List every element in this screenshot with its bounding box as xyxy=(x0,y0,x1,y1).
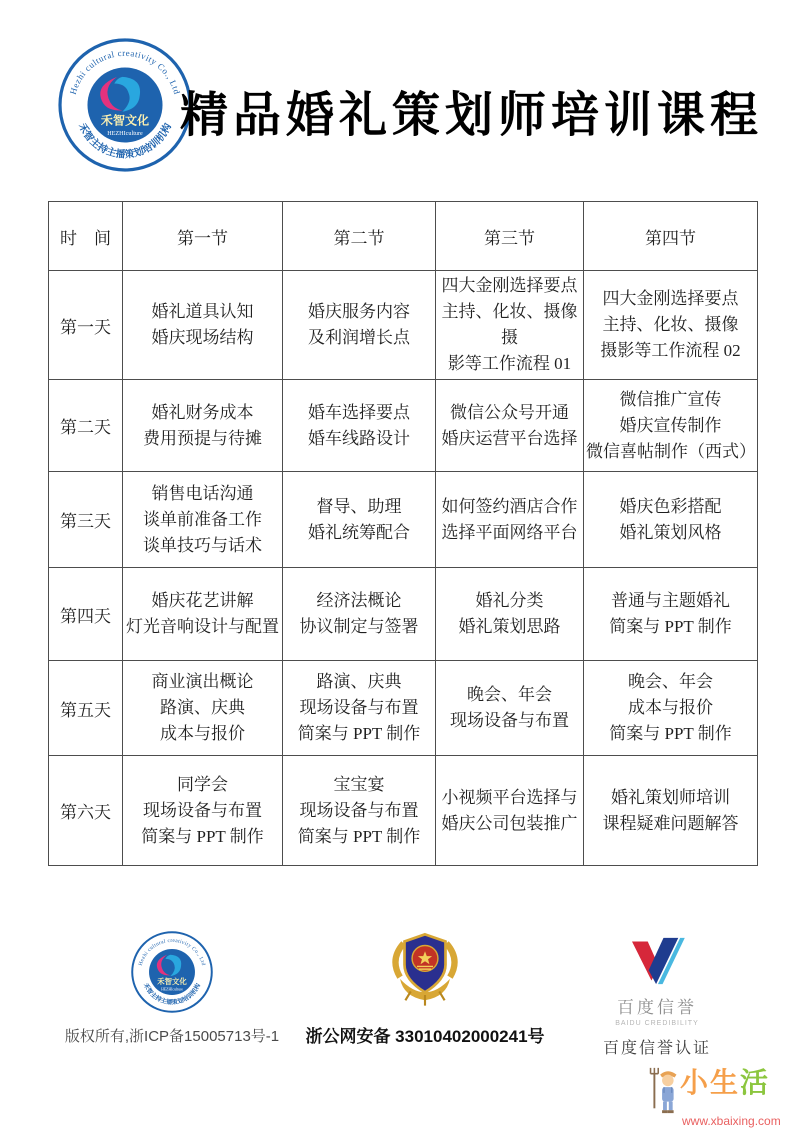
cell-line: 选择平面网络平台 xyxy=(441,522,578,542)
table-cell xyxy=(584,472,758,568)
police-badge-icon xyxy=(387,929,463,1011)
cell-line: 督导、助理 xyxy=(316,496,402,516)
cell-line: 现场设备与布置 xyxy=(143,800,262,820)
cell-line: 经济法概论 xyxy=(316,591,402,610)
cell-line: 主持、化妆、摄像摄 xyxy=(441,302,578,347)
cell-line: 婚礼财务成本 xyxy=(151,402,254,422)
cell-line: 简案与 PPT 制作 xyxy=(297,724,421,743)
cell-line: 简案与 PPT 制作 xyxy=(609,724,732,743)
cell-line: 婚礼统筹配合 xyxy=(308,522,410,542)
cell-line: 协议制定与签署 xyxy=(299,617,419,636)
cell-line: 简案与 PPT 制作 xyxy=(609,617,732,636)
cell-line: 婚礼策划风格 xyxy=(619,522,722,542)
column-header-section2: 第二节 xyxy=(283,202,436,271)
table-cell xyxy=(123,568,283,661)
cell-line: 婚礼道具认知 xyxy=(151,302,254,321)
cell-line: 婚庆公司包装推广 xyxy=(441,813,578,833)
cell-line: 销售电话沟通 xyxy=(151,483,254,503)
farmer-mascot-icon xyxy=(648,1066,680,1116)
cell-line: 微信公众号开通 xyxy=(450,402,569,422)
table-cell xyxy=(283,271,436,380)
cell-line: 晚会、年会 xyxy=(467,685,552,704)
cell-line: 婚车线路设计 xyxy=(308,428,410,448)
table-cell xyxy=(584,271,758,380)
watermark-url-text: www.xbaixing.com xyxy=(682,1114,781,1128)
police-registration-text: 浙公网安备 33010402000241号 xyxy=(305,1027,545,1046)
table-cell xyxy=(436,568,584,661)
cell-line: 成本与报价 xyxy=(160,724,245,743)
cell-line: 现场设备与布置 xyxy=(450,711,569,730)
cell-line: 婚庆运营平台选择 xyxy=(441,428,578,448)
table-cell xyxy=(436,380,584,472)
cell-line: 主持、化妆、摄像 xyxy=(602,315,739,334)
cell-line: 商业演出概论 xyxy=(151,672,254,691)
day-cell: 第五天 xyxy=(49,661,123,756)
cell-line: 四大金刚选择要点 xyxy=(441,276,578,295)
cell-line: 简案与 PPT 制作 xyxy=(297,826,421,846)
cell-line: 谈单技巧与话术 xyxy=(143,535,262,555)
cell-line: 微信推广宣传 xyxy=(619,389,722,409)
table-cell xyxy=(123,380,283,472)
hezhi-company-badge-icon xyxy=(58,38,192,172)
table-cell xyxy=(283,380,436,472)
cell-line: 婚庆现场结构 xyxy=(151,328,254,347)
table-row-day2 xyxy=(49,380,758,472)
cell-line: 宝宝宴 xyxy=(333,774,385,794)
cell-line: 费用预提与待摊 xyxy=(143,428,262,448)
cell-line: 普通与主题婚礼 xyxy=(611,591,730,610)
table-row-day3 xyxy=(49,472,758,568)
cell-line: 婚庆宣传制作 xyxy=(619,415,722,435)
cell-line: 路演、庆典 xyxy=(316,672,402,691)
day-cell: 第六天 xyxy=(49,756,123,866)
table-cell xyxy=(283,472,436,568)
table-cell xyxy=(436,661,584,756)
cell-line: 及利润增长点 xyxy=(308,328,410,347)
day-cell: 第二天 xyxy=(49,380,123,472)
column-header-section4: 第四节 xyxy=(584,202,758,271)
column-header-section1: 第一节 xyxy=(123,202,283,271)
cell-line: 灯光音响设计与配置 xyxy=(126,617,279,636)
table-cell xyxy=(123,756,283,866)
table-cell xyxy=(584,756,758,866)
cell-line: 现场设备与布置 xyxy=(299,800,419,820)
footer-copyright-block xyxy=(42,931,302,1046)
site-watermark xyxy=(648,1066,798,1128)
header-row xyxy=(49,202,758,271)
footer-police-block xyxy=(305,929,545,1047)
cell-line: 婚庆色彩搭配 xyxy=(619,496,722,516)
table-cell xyxy=(123,472,283,568)
cell-line: 小视频平台选择与 xyxy=(441,787,578,807)
watermark-site-name xyxy=(680,1066,770,1100)
cell-line: 婚礼策划师培训 xyxy=(611,787,730,807)
cell-line: 婚车选择要点 xyxy=(308,402,410,422)
cell-line: 成本与报价 xyxy=(628,698,713,717)
table-cell xyxy=(436,472,584,568)
course-schedule-table xyxy=(48,201,758,866)
cell-line: 婚礼分类 xyxy=(475,591,544,610)
hezhi-company-badge-icon-small xyxy=(131,931,213,1013)
cell-line: 摄影等工作流程 02 xyxy=(600,341,741,360)
day-cell: 第四天 xyxy=(49,568,123,661)
cell-line: 同学会 xyxy=(177,774,228,794)
cell-line: 课程疑难问题解答 xyxy=(602,813,739,833)
table-cell xyxy=(584,661,758,756)
table-row-day5 xyxy=(49,661,758,756)
day-cell: 第一天 xyxy=(49,271,123,380)
table-row-day1 xyxy=(49,271,758,380)
column-header-time: 时 间 xyxy=(49,202,123,271)
table-cell xyxy=(436,756,584,866)
cell-line: 现场设备与布置 xyxy=(299,698,419,717)
table-cell xyxy=(123,271,283,380)
table-cell xyxy=(283,756,436,866)
table-cell xyxy=(123,661,283,756)
cell-line: 晚会、年会 xyxy=(628,672,713,691)
column-header-section3: 第三节 xyxy=(436,202,584,271)
table-cell xyxy=(283,661,436,756)
baidu-credibility-en-text: BAIDU CREDIBILITY xyxy=(615,1020,699,1027)
watermark-char: 小 xyxy=(680,1067,711,1098)
footer-baidu-block xyxy=(583,936,731,1058)
baidu-credibility-cn-text: 百度信誉 xyxy=(617,998,697,1017)
table-cell xyxy=(584,380,758,472)
cell-line: 婚礼策划思路 xyxy=(458,617,561,636)
cell-line: 简案与 PPT 制作 xyxy=(141,826,264,846)
table-cell xyxy=(283,568,436,661)
page-title: 精品婚礼策划师培训课程 xyxy=(180,89,764,142)
table-row-day4 xyxy=(49,568,758,661)
icp-copyright-text: 版权所有,浙ICP备15005713号-1 xyxy=(64,1028,280,1045)
watermark-char: 活 xyxy=(740,1067,771,1098)
cell-line: 四大金刚选择要点 xyxy=(602,289,739,308)
cell-line: 如何签约酒店合作 xyxy=(441,496,578,516)
day-cell: 第三天 xyxy=(49,472,123,568)
cell-line: 谈单前准备工作 xyxy=(143,509,262,529)
table-cell xyxy=(584,568,758,661)
watermark-char: 生 xyxy=(710,1067,741,1098)
table-cell xyxy=(436,271,584,380)
cell-line: 路演、庆典 xyxy=(160,698,245,717)
baidu-credibility-icon xyxy=(621,936,693,986)
cell-line: 婚庆服务内容 xyxy=(308,302,410,321)
cell-line: 影等工作流程 01 xyxy=(447,354,572,373)
cell-line: 婚庆花艺讲解 xyxy=(151,591,254,610)
table-row-day6 xyxy=(49,756,758,866)
baidu-certification-text: 百度信誉认证 xyxy=(602,1040,711,1057)
cell-line: 微信喜帖制作（西式） xyxy=(586,441,756,461)
